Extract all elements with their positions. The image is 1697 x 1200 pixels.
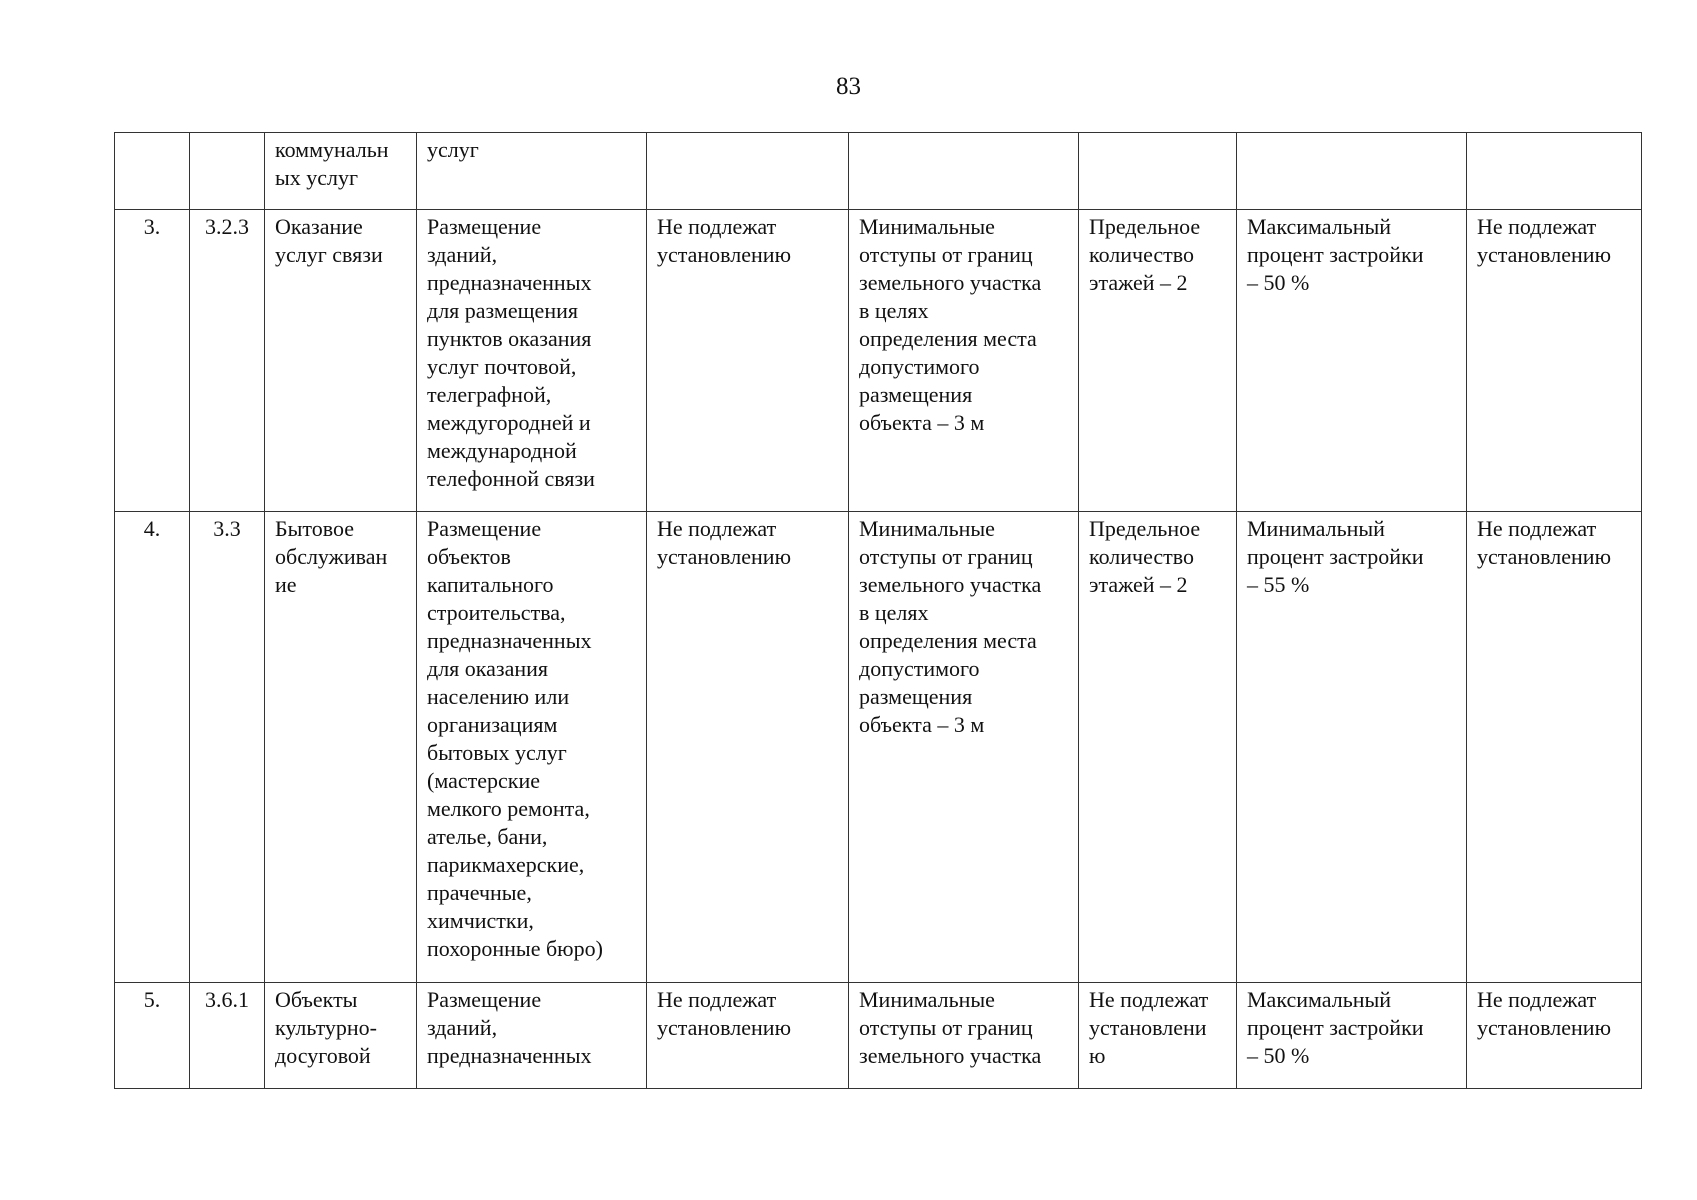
description-cell: услуг xyxy=(417,133,647,210)
code-cell: 3.3 xyxy=(190,512,265,983)
row-number-cell: 5. xyxy=(115,983,190,1089)
restriction-cell xyxy=(1467,133,1642,210)
table-row xyxy=(115,210,1642,512)
use-name-cell: коммунальн ых услуг xyxy=(265,133,417,210)
table-row xyxy=(115,133,1642,210)
row-number-cell: 3. xyxy=(115,210,190,512)
restriction-cell: Не подлежат установлению xyxy=(1467,512,1642,983)
parameter-cell: Не подлежат установлению xyxy=(647,983,849,1089)
description-cell: Размещение объектов капитального строительства, предназначенных для оказания населению или организациям бытовых услуг (мастерские мелкого ремонта, ателье, бани, парикмахерские, прачечные, химчистки, похоронные бюро) xyxy=(417,512,647,983)
use-name-cell: Объекты культурно- досуговой xyxy=(265,983,417,1089)
coverage-cell: Максимальный процент застройки – 50 % xyxy=(1237,210,1467,512)
restriction-cell: Не подлежат установлению xyxy=(1467,210,1642,512)
table-row xyxy=(115,512,1642,983)
code-cell: 3.6.1 xyxy=(190,983,265,1089)
setback-cell: Минимальные отступы от границ земельного участка в целях определения места допустимого размещения объекта – 3 м xyxy=(849,512,1079,983)
parameter-cell: Не подлежат установлению xyxy=(647,512,849,983)
table-row xyxy=(115,983,1642,1089)
parameter-cell xyxy=(647,133,849,210)
setback-cell: Минимальные отступы от границ земельного участка xyxy=(849,983,1079,1089)
description-cell: Размещение зданий, предназначенных для размещения пунктов оказания услуг почтовой, телеграфной, междугородней и международной телефонной связи xyxy=(417,210,647,512)
floors-cell: Предельное количество этажей – 2 xyxy=(1079,512,1237,983)
restriction-cell: Не подлежат установлению xyxy=(1467,983,1642,1089)
description-cell: Размещение зданий, предназначенных xyxy=(417,983,647,1089)
row-number-cell: 4. xyxy=(115,512,190,983)
coverage-cell xyxy=(1237,133,1467,210)
code-cell: 3.2.3 xyxy=(190,210,265,512)
use-name-cell: Бытовое обслуживан ие xyxy=(265,512,417,983)
setback-cell: Минимальные отступы от границ земельного участка в целях определения места допустимого размещения объекта – 3 м xyxy=(849,210,1079,512)
floors-cell xyxy=(1079,133,1237,210)
zoning-regulations-table xyxy=(114,132,1642,1089)
coverage-cell: Минимальный процент застройки – 55 % xyxy=(1237,512,1467,983)
floors-cell: Не подлежат установлени ю xyxy=(1079,983,1237,1089)
page-number: 83 xyxy=(836,73,861,100)
floors-cell: Предельное количество этажей – 2 xyxy=(1079,210,1237,512)
coverage-cell: Максимальный процент застройки – 50 % xyxy=(1237,983,1467,1089)
setback-cell xyxy=(849,133,1079,210)
code-cell xyxy=(190,133,265,210)
parameter-cell: Не подлежат установлению xyxy=(647,210,849,512)
use-name-cell: Оказание услуг связи xyxy=(265,210,417,512)
row-number-cell xyxy=(115,133,190,210)
